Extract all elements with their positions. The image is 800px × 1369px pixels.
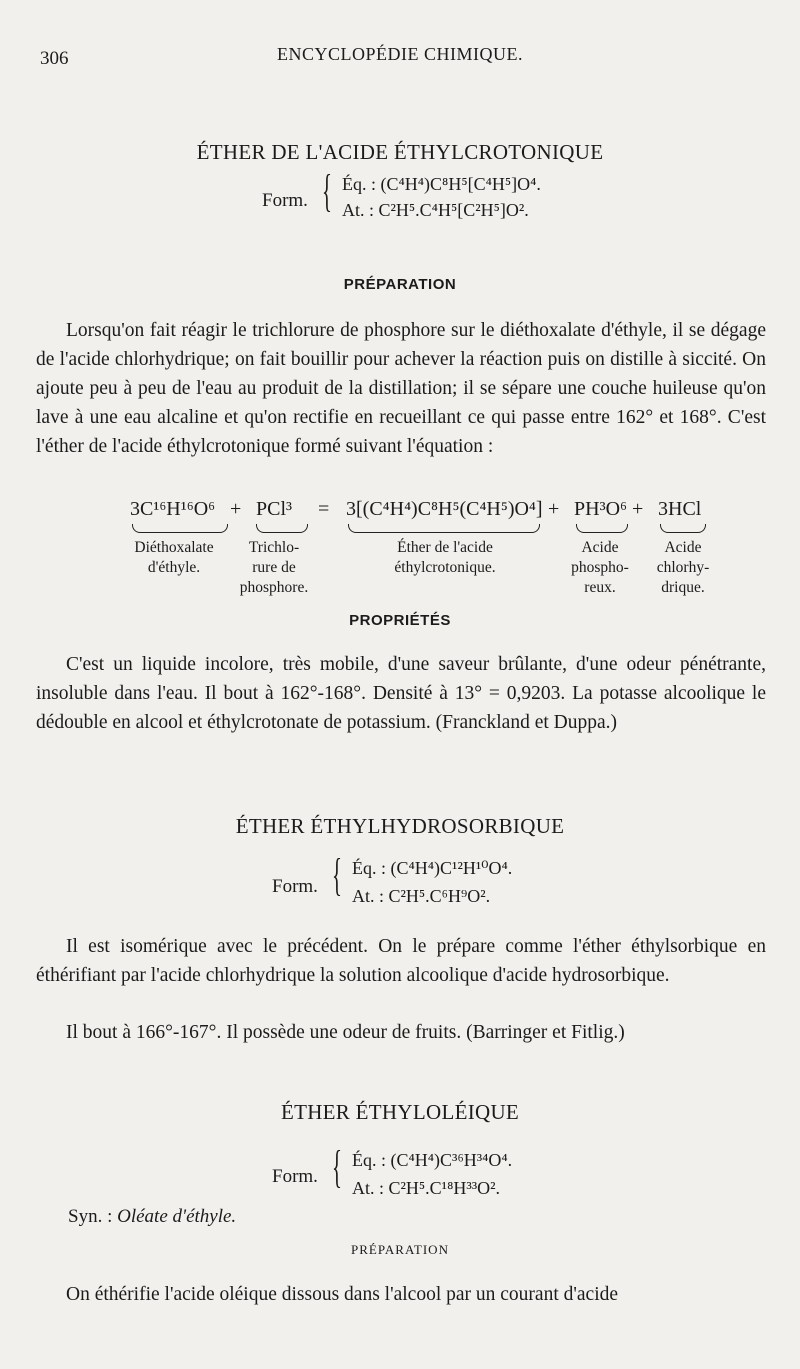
section3-brace: { [332,1141,342,1192]
section2-paragraph-2: Il bout à 166°-167°. Il possède une odeur de fruits. (Barringer et Fitlig.) [66,1022,625,1043]
section1-prep-heading: PRÉPARATION [343,276,457,293]
syn-value: Oléate d'éthyle. [117,1206,237,1227]
eq-term-ether: 3[(C⁴H⁴)C⁸H⁵(C⁴H⁵)O⁴] [346,498,543,520]
section2-title: ÉTHER ÉTHYLHYDROSORBIQUE [235,814,565,838]
section1-form-label: Form. [262,190,308,211]
eq-op-plus-2: + [548,498,560,520]
section1-brace: { [322,165,332,216]
eq-underbrace-2 [256,524,308,533]
section3-prep-paragraph: On éthérifie l'acide oléique dissous dans l'alcool par un courant d'acide [66,1284,619,1305]
eq-label-diethoxalate: Diéthoxalate d'éthyle. [134,539,214,576]
section3-eq-formula: Éq. : (C⁴H⁴)C³⁶H³⁴O⁴. [352,1150,513,1170]
section1-prop-heading: PROPRIÉTÉS [349,612,451,629]
section3-form-label: Form. [272,1166,318,1187]
eq-term-diethoxalate: 3C¹⁶H¹⁶O⁶ [130,498,216,520]
section2-paragraph-1: Il est isomérique avec le précédent. On le prépare comme l'éther éthylsorbique en éthérifiant par l'acide chlorhydrique la solution alcoolique d'acide hydrosorbique. [36,936,766,986]
syn-label: Syn. : [68,1206,113,1227]
eq-label-trichlorure: Trichlo- rure de phosphore. [239,539,309,596]
eq-underbrace-3 [348,524,540,533]
eq-label-phosphoreux: Acide phospho- reux. [571,539,629,596]
eq-underbrace-1 [132,524,228,533]
section1-prep-paragraph: Lorsqu'on fait réagir le trichlorure de phosphore sur le diéthoxalate d'éthyle, il se dégage de l'acide chlorhydrique; on fait bouillir pour achever la réaction puis on distille à siccité. On ajoute peu à peu de l'eau au produit de la distillation; il se sépare une couche huileuse qu'on lave à une eau alcaline et qu'on rectifie en recueillant ce qui passe entre 162° et 168°. C'est l'éther de l'acide éthylcrotonique formé suivant l'équation : [36,320,766,457]
section3-syn [68,1206,236,1228]
eq-op-plus-3: + [632,498,644,520]
eq-underbrace-5 [660,524,706,533]
eq-label-ether: Éther de l'acide éthylcrotonique. [394,539,496,576]
eq-term-phosphorous-acid: PH³O⁶ [574,498,627,520]
eq-label-chlorhydrique: Acide chlorhy- drique. [656,539,710,596]
eq-op-plus-1: + [230,498,242,520]
section2-form-label: Form. [272,876,318,897]
section1-eq-formula: Éq. : (C⁴H⁴)C⁸H⁵[C⁴H⁵]O⁴. [342,174,541,194]
section3-at-formula: At. : C²H⁵.C¹⁸H³³O². [352,1178,501,1198]
section2-at-formula: At. : C²H⁵.C⁶H⁹O². [352,886,491,906]
section1-at-formula: At. : C²H⁵.C⁴H⁵[C²H⁵]O². [342,200,529,220]
section3-title: ÉTHER ÉTHYLOLÉIQUE [280,1100,520,1124]
section2-eq-formula: Éq. : (C⁴H⁴)C¹²H¹⁰O⁴. [352,858,513,878]
eq-op-equals: = [318,498,330,520]
section3-prep-heading: PRÉPARATION [351,1242,449,1257]
section1-title: ÉTHER DE L'ACIDE ÉTHYLCROTONIQUE [196,140,604,164]
page-number: 306 [40,48,69,69]
section2-brace: { [332,849,342,900]
running-title: ENCYCLOPÉDIE CHIMIQUE. [277,44,523,64]
eq-term-hcl: 3HCl [658,498,702,520]
eq-term-pcl: PCl³ [256,498,293,520]
section1-prop-paragraph: C'est un liquide incolore, très mobile, d'une saveur brûlante, d'une odeur pénétrante, insoluble dans l'eau. Il bout à 162°-168°. Densité à 13° = 0,9203. La potasse alcoolique le dédouble en alcool et éthylcrotonate de potassium. (Franckland et Duppa.) [36,654,766,733]
eq-underbrace-4 [576,524,628,533]
